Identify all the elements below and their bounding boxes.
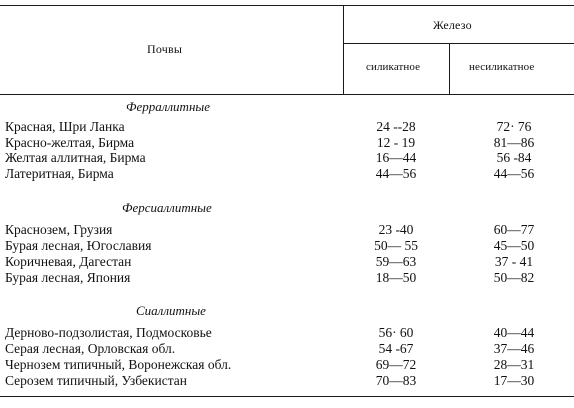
group-title: Сиаллитные <box>136 303 206 318</box>
table-row-soil: Бурая лесная, Япония <box>5 270 131 285</box>
table-row-silicate: 23 -40 <box>378 222 414 237</box>
table-row-silicate: 69—72 <box>375 357 417 372</box>
table-row-soil: Желтая аллитная, Бирма <box>5 150 146 165</box>
iron-subheader-rule <box>343 43 574 44</box>
table-row-non-silicate: 37—46 <box>493 341 535 356</box>
table-row-non-silicate: 17—30 <box>493 373 535 388</box>
table-row-silicate: 12 - 19 <box>376 135 416 150</box>
table-row-silicate: 44—56 <box>375 166 417 181</box>
table-row-silicate: 70—83 <box>375 373 417 388</box>
table-row-non-silicate: 60—77 <box>493 222 535 237</box>
table-row-soil: Коричневая, Дагестан <box>5 254 132 269</box>
table-row-soil: Красная, Шри Ланка <box>5 119 125 134</box>
table-row-non-silicate: 37 - 41 <box>494 254 534 269</box>
table-row-silicate: 24 --28 <box>376 119 416 134</box>
table-row-soil: Дерново-подзолистая, Подмосковье <box>5 325 212 340</box>
table-row-non-silicate: 81—86 <box>493 135 535 150</box>
header-soils: Почвы <box>147 42 183 56</box>
table-row-soil: Краснозем, Грузия <box>5 222 113 237</box>
table-top-rule <box>0 5 574 6</box>
table-row-soil: Красно-желтая, Бирма <box>5 135 135 150</box>
table-row-silicate: 59—63 <box>375 254 417 269</box>
group-title: Ферраллитные <box>126 99 210 114</box>
table-row-non-silicate: 28—31 <box>493 357 535 372</box>
column-divider-soils <box>343 5 344 94</box>
table-row-silicate: 50— 55 <box>374 238 418 253</box>
table-row-soil: Чернозем типичный, Воронежская обл. <box>5 357 232 372</box>
table-row-silicate: 18—50 <box>375 270 417 285</box>
header-non-silicate: несиликатное <box>469 61 535 73</box>
header-silicate: силикатное <box>366 61 421 73</box>
table-row-non-silicate: 72· 76 <box>496 119 532 134</box>
table-bottom-rule <box>0 396 574 397</box>
table-row-soil: Серозем типичный, Узбекистан <box>5 373 187 388</box>
table-row-non-silicate: 44—56 <box>493 166 535 181</box>
table-row-non-silicate: 56 -84 <box>496 150 532 165</box>
table-row-soil: Бурая лесная, Югославия <box>5 238 152 253</box>
group-title: Ферсиаллитные <box>122 200 212 215</box>
table-row-silicate: 16—44 <box>375 150 417 165</box>
header-bottom-rule <box>0 94 574 95</box>
table-row-soil: Серая лесная, Орловская обл. <box>5 341 176 356</box>
table-row-soil: Латеритная, Бирма <box>5 166 114 181</box>
table-row-silicate: 54 -67 <box>378 341 414 356</box>
header-iron: Железо <box>433 18 472 32</box>
column-divider-iron <box>449 43 450 94</box>
table-row-non-silicate: 40—44 <box>493 325 535 340</box>
table-row-non-silicate: 45—50 <box>493 238 535 253</box>
table-row-silicate: 56· 60 <box>378 325 414 340</box>
table-row-non-silicate: 50—82 <box>493 270 535 285</box>
